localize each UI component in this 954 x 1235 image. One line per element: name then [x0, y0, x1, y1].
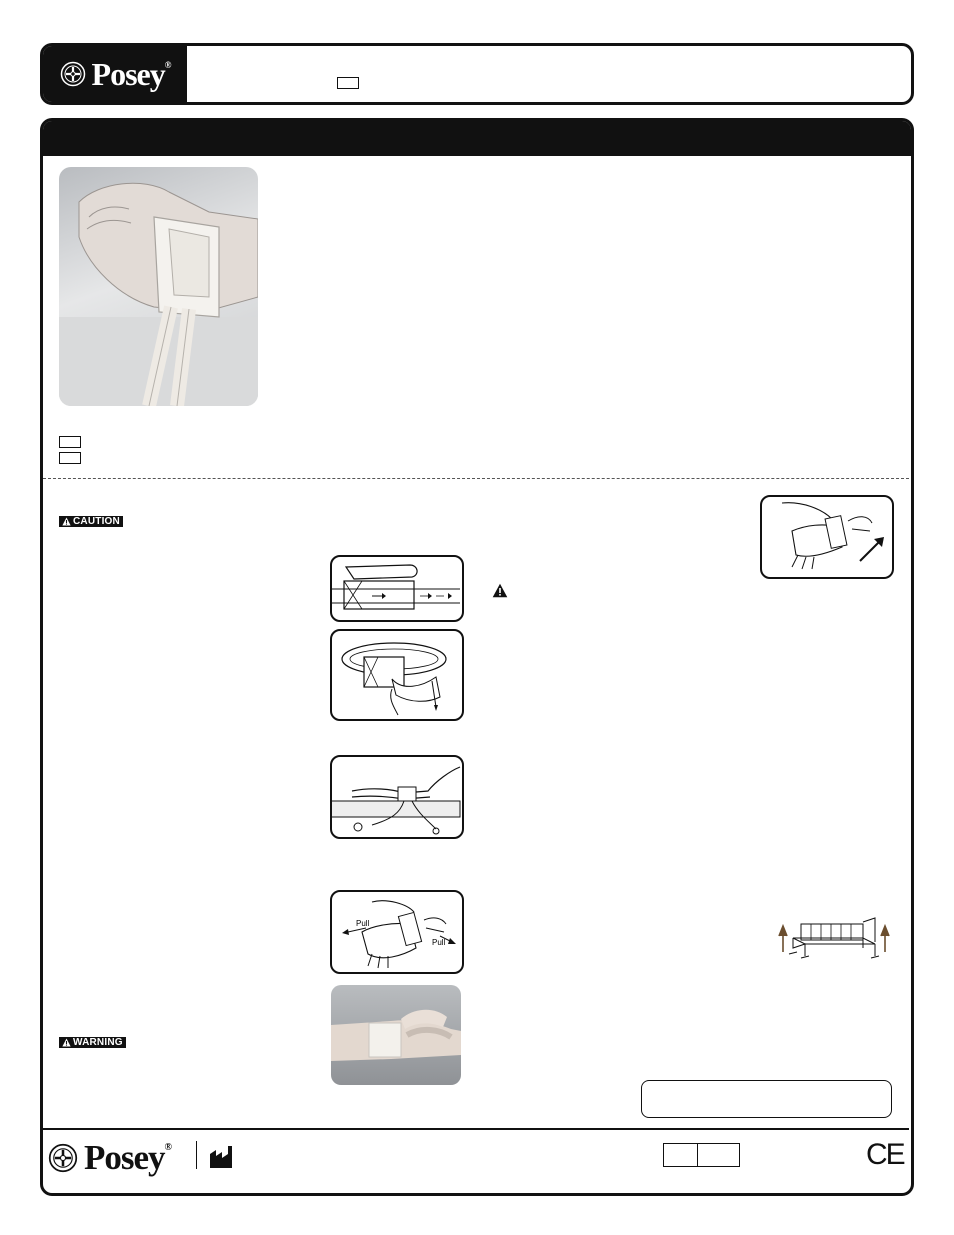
figure-strap-threading: [330, 555, 464, 622]
ce-mark: CE: [866, 1138, 904, 1171]
warning-label: WARNING: [73, 1037, 123, 1048]
figure-tighten-strap: [760, 495, 894, 579]
product-photo: [59, 167, 258, 406]
warning-triangle-icon: [62, 1038, 71, 1047]
pull-label-left: Pull: [356, 919, 370, 928]
warning-badge: [59, 1037, 126, 1048]
reference-box-label-cell: [664, 1144, 698, 1166]
size-checkbox-1: [59, 436, 81, 448]
footer-logo-separator: [196, 1141, 197, 1169]
title-band: [43, 121, 911, 156]
header-checkbox: [337, 77, 359, 89]
caution-label: CAUTION: [73, 516, 120, 527]
caution-badge: [59, 516, 123, 527]
footer-divider: [43, 1128, 909, 1130]
warning-triangle-icon: [62, 517, 71, 526]
manufacturer-factory-icon: [210, 1146, 234, 1168]
footer-logo: [48, 1138, 171, 1178]
figure-bed-rails: [775, 912, 893, 972]
header-logo: [43, 46, 187, 102]
pull-label-right: Pull: [432, 938, 446, 947]
size-checkbox-2: [59, 452, 81, 464]
figure-pull-strap: [330, 890, 464, 974]
posey-seal-icon: [60, 61, 86, 87]
footer-logo-text: Posey®: [84, 1138, 172, 1177]
warning-triangle-icon: [492, 583, 508, 598]
posey-seal-icon: [48, 1143, 78, 1173]
figure-patient-bed: [330, 755, 464, 839]
header-logo-text: Posey®: [91, 55, 171, 92]
reference-box: [663, 1143, 740, 1167]
figure-strap-loop: [330, 629, 464, 721]
note-box: [641, 1080, 892, 1118]
figure-application-photo: [331, 985, 461, 1085]
header-bar: [40, 43, 914, 105]
section-divider: [43, 478, 909, 479]
